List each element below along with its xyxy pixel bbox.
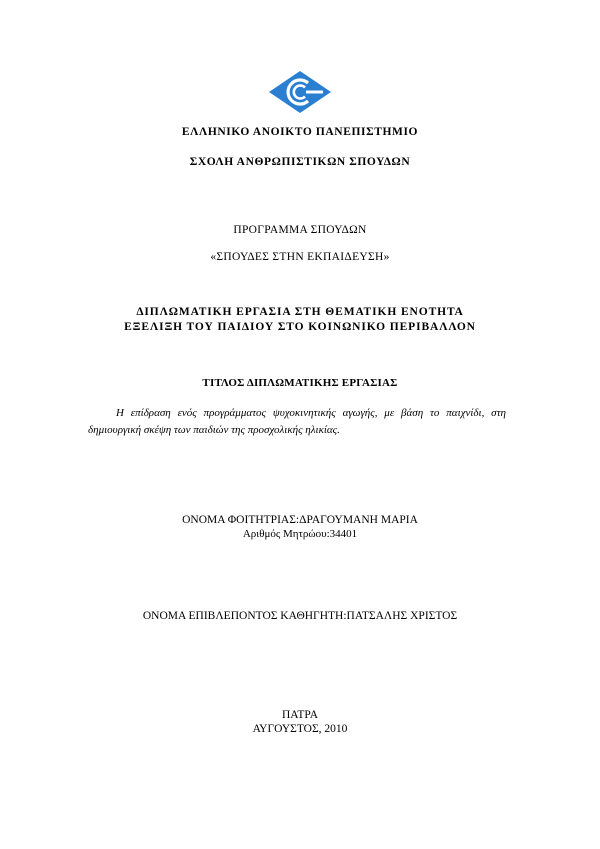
- thesis-module-line1: ΔΙΠΛΩΜΑΤΙΚΗ ΕΡΓΑΣΙΑ ΣΤΗ ΘΕΜΑΤΙΚΗ ΕΝΟΤΗΤΑ: [136, 306, 464, 318]
- supervisor-name: ΟΝΟΜΑ ΕΠΙΒΛΕΠΟΝΤΟΣ ΚΑΘΗΓΗΤΗ:ΠΑΤΣΑΛΗΣ ΧΡΙΣΤΟΣ: [142, 610, 458, 622]
- thesis-module-line2: ΕΞΕΛΙΞΗ ΤΟΥ ΠΑΙΔΙΟΥ ΣΤΟ ΚΟΙΝΩΝΙΚΟ ΠΕΡΙΒΑΛΛΟΝ: [124, 321, 476, 333]
- university-name: ΕΛΛΗΝΙΚΟ ΑΝΟΙΚΤΟ ΠΑΝΕΠΙΣΤΗΜΙΟ: [181, 126, 419, 138]
- university-logo-icon: [268, 70, 332, 114]
- thesis-title-text: Η επίδραση ενός προγράμματος ψυχοκινητικής αγωγής, με βάση το παιχνίδι, στη δημιουργική σκέψη των παιδιών της προσχολικής ηλικίας.: [88, 407, 506, 436]
- school-name: ΣΧΟΛΗ ΑΝΘΡΩΠΙΣΤΙΚΩΝ ΣΠΟΥΔΩΝ: [189, 156, 411, 168]
- date: ΑΥΓΟΥΣΤΟΣ, 2010: [252, 723, 348, 735]
- thesis-title-label: ΤΙΤΛΟΣ ΔΙΠΛΩΜΑΤΙΚΗΣ ΕΡΓΑΣΙΑΣ: [202, 377, 398, 389]
- program-name: «ΣΠΟΥΔΕΣ ΣΤΗΝ ΕΚΠΑΙΔΕΥΣΗ»: [210, 251, 390, 263]
- student-name: ΟΝΟΜΑ ΦΟΙΤΗΤΡΙΑΣ:ΔΡΑΓΟΥΜΑΝΗ ΜΑΡΙΑ: [182, 514, 418, 526]
- registration-number: Αριθμός Μητρώου:34401: [242, 528, 358, 540]
- program-label: ΠΡΟΓΡΑΜΜΑ ΣΠΟΥΔΩΝ: [233, 224, 367, 236]
- city: ΠΑΤΡΑ: [281, 709, 319, 721]
